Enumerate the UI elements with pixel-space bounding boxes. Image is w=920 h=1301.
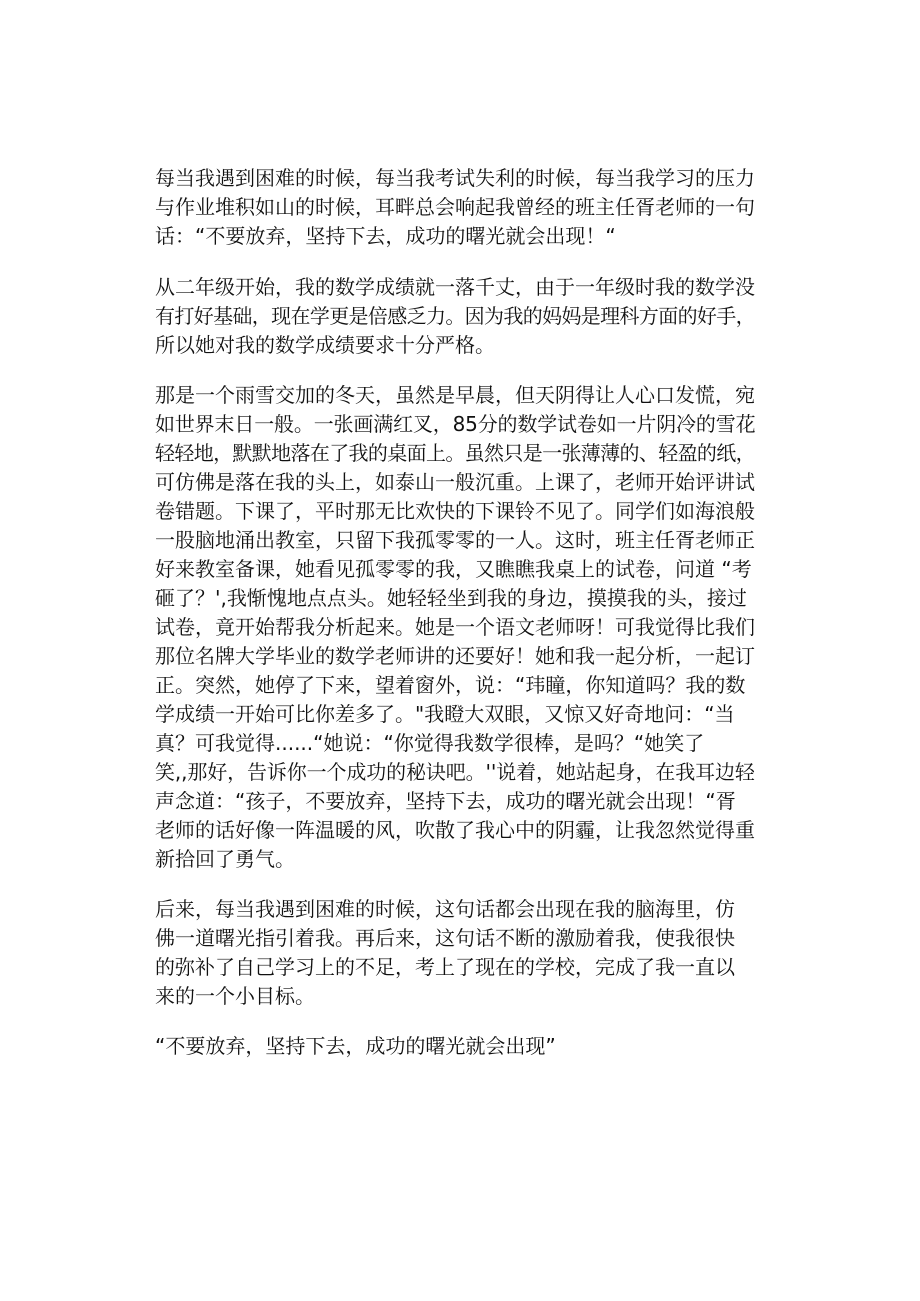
- text-line: 与作业堆积如山的时候，耳畔总会响起我曾经的班主任胥老师的一句: [155, 195, 755, 219]
- text-line: 老师的话好像一阵温暖的风，吹散了我心中的阴霾，让我忽然觉得重: [155, 818, 755, 842]
- text-line: 声念道：“孩子，不要放弃，坚持下去，成功的曙光就会出现！“胥: [155, 789, 736, 813]
- text-line: 砸了？',我惭愧地点点头。她轻轻坐到我的身边，摸摸我的头，接过: [155, 586, 747, 610]
- text-line: 从二年级开始，我的数学成绩就一落千丈，由于一年级时我的数学没: [155, 275, 755, 299]
- text-line: 正。突然，她停了下来，望着窗外，说：“玮瞳，你知道吗？我的数: [155, 673, 746, 697]
- text-line: 有打好基础，现在学更是倍感乏力。因为我的妈妈是理科方面的好手，: [155, 304, 755, 328]
- text-line: 试卷，竟开始帮我分析起来。她是一个语文老师呀！可我觉得比我们: [155, 615, 755, 639]
- text-line: 佛一道曙光指引着我。再后来，这句话不断的激励着我，使我很快: [155, 926, 735, 950]
- text-line: 后来，每当我遇到困难的时候，这句话都会出现在我的脑海里，仿: [155, 897, 735, 921]
- text-line: 如世界末日一般。一张画满红叉，85分的数学试卷如一片阴冷的雪花: [155, 412, 756, 436]
- closing-quote: “不要放弃，坚持下去，成功的曙光就会出现”: [155, 1034, 556, 1058]
- text-line: 真？可我觉得......“她说：“你觉得我数学很棒，是吗？“她笑了: [155, 731, 705, 755]
- text-line: 学成绩一开始可比你差多了。"我瞪大双眼，又惊又好奇地问：“当: [155, 702, 735, 726]
- text-line: 的弥补了自己学习上的不足，考上了现在的学校，完成了我一直以: [155, 955, 735, 979]
- text-line: 那位名牌大学毕业的数学老师讲的还要好！她和我一起分析，一起订: [155, 644, 755, 668]
- text-line: 轻轻地，默默地落在了我的桌面上。虽然只是一张薄薄的、轻盈的纸，: [155, 441, 755, 465]
- text-line: 卷错题。下课了，平时那无比欢快的下课铃不见了。同学们如海浪般: [155, 499, 755, 523]
- text-line: 新拾回了勇气。: [155, 847, 295, 871]
- text-line: 话：“不要放弃，坚持下去，成功的曙光就会出现！“: [155, 224, 616, 248]
- text-line: 那是一个雨雪交加的冬天，虽然是早晨，但天阴得让人心口发慌，宛: [155, 383, 755, 407]
- text-line: 来的一个小目标。: [155, 984, 315, 1008]
- text-line: 所以她对我的数学成绩要求十分严格。: [155, 333, 495, 357]
- text-line: 笑,,那好，告诉你一个成功的秘诀吧。''说着，她站起身，在我耳边轻: [155, 760, 755, 784]
- text-line: 一股脑地涌出教室，只留下我孤零零的一人。这时，班主任胥老师正: [155, 528, 755, 552]
- text-line: 好来教室备课，她看见孤零零的我，又瞧瞧我桌上的试卷，问道 “考: [155, 557, 752, 581]
- text-line: 每当我遇到困难的时候，每当我考试失利的时候，每当我学习的压力: [155, 166, 755, 190]
- text-line: 可仿佛是落在我的头上，如泰山一般沉重。上课了，老师开始评讲试: [155, 470, 755, 494]
